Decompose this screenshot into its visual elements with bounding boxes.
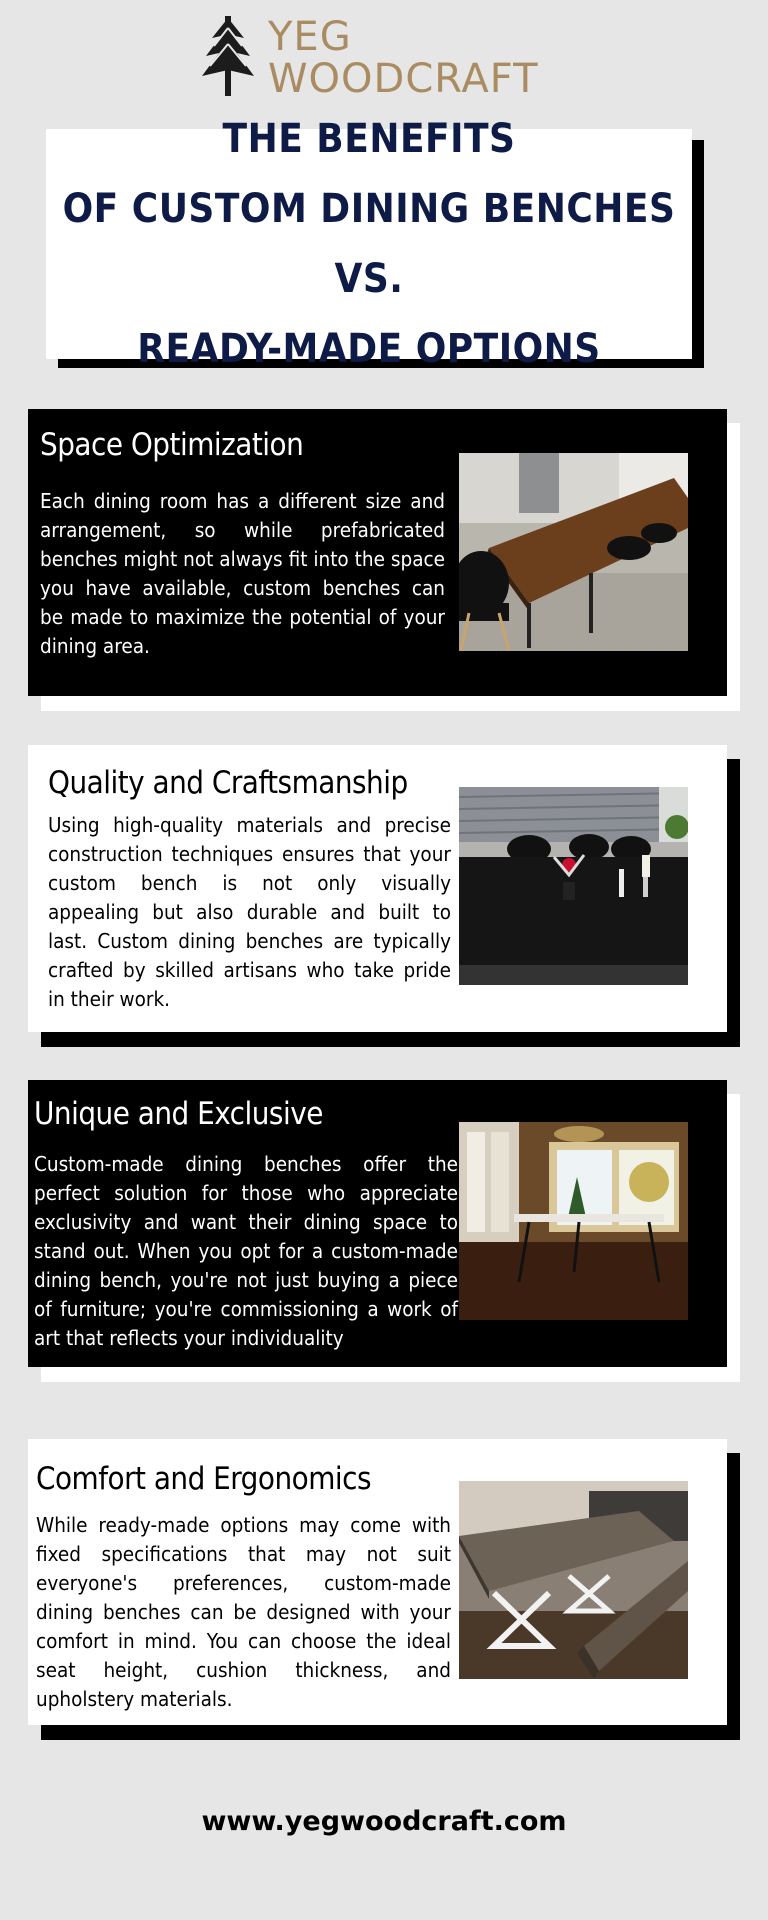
title-line-1: THE BENEFITS [222,116,516,162]
website-url[interactable]: www.yegwoodcraft.com [201,1806,567,1837]
card-front [28,1439,727,1725]
pine-tree-icon [200,16,256,98]
section-title: Unique and Exclusive [34,1096,323,1132]
title-box [46,116,692,372]
section-body: Custom-made dining benches offer the perfect solution for those who appreciate exclusivity and want their dining space to stand out. When you opt for a custom-made dining bench, you're not just buying a piece of furniture; you're commissioning a work of art that reflects your individuality [34,1152,458,1350]
section-title: Comfort and Ergonomics [36,1461,371,1497]
black-table-candles-photo [459,787,688,985]
section-body: While ready-made options may come with fixed specifications that may not suit everyone's preferences, custom-made dining benches can be designed with your comfort in mind. You can choose the ideal seat height, cushion thickness, and upholstery materials. [36,1513,451,1711]
brand-name-line2: WOODCRAFT [268,56,539,102]
card-front [28,1080,727,1367]
brand-logo [200,14,539,104]
wood-table-black-chairs-photo [459,453,688,651]
title-line-2: OF CUSTOM DINING BENCHES VS. [62,186,676,302]
live-edge-bench-table-photo [459,1481,688,1679]
section-body: Each dining room has a different size and arrangement, so while prefabricated benches might not always fit into the space you have available, custom benches can be made to maximize the potential of your dining area. [40,489,445,658]
section-title: Quality and Craftsmanship [48,765,408,801]
section-title: Space Optimization [40,427,304,463]
card-front [28,745,727,1032]
dining-room-table-window-photo [459,1122,688,1320]
brand-name-line1: YEG [268,14,352,60]
card-front [28,409,727,696]
section-body: Using high-quality materials and precise construction techniques ensures that your custom bench is not only visually appealing but also durable and built to last. Custom dining benches are typically crafted by skilled artisans who take pride in their work. [48,813,451,1011]
page-title [46,104,692,384]
title-line-3: READY-MADE OPTIONS [137,326,601,372]
